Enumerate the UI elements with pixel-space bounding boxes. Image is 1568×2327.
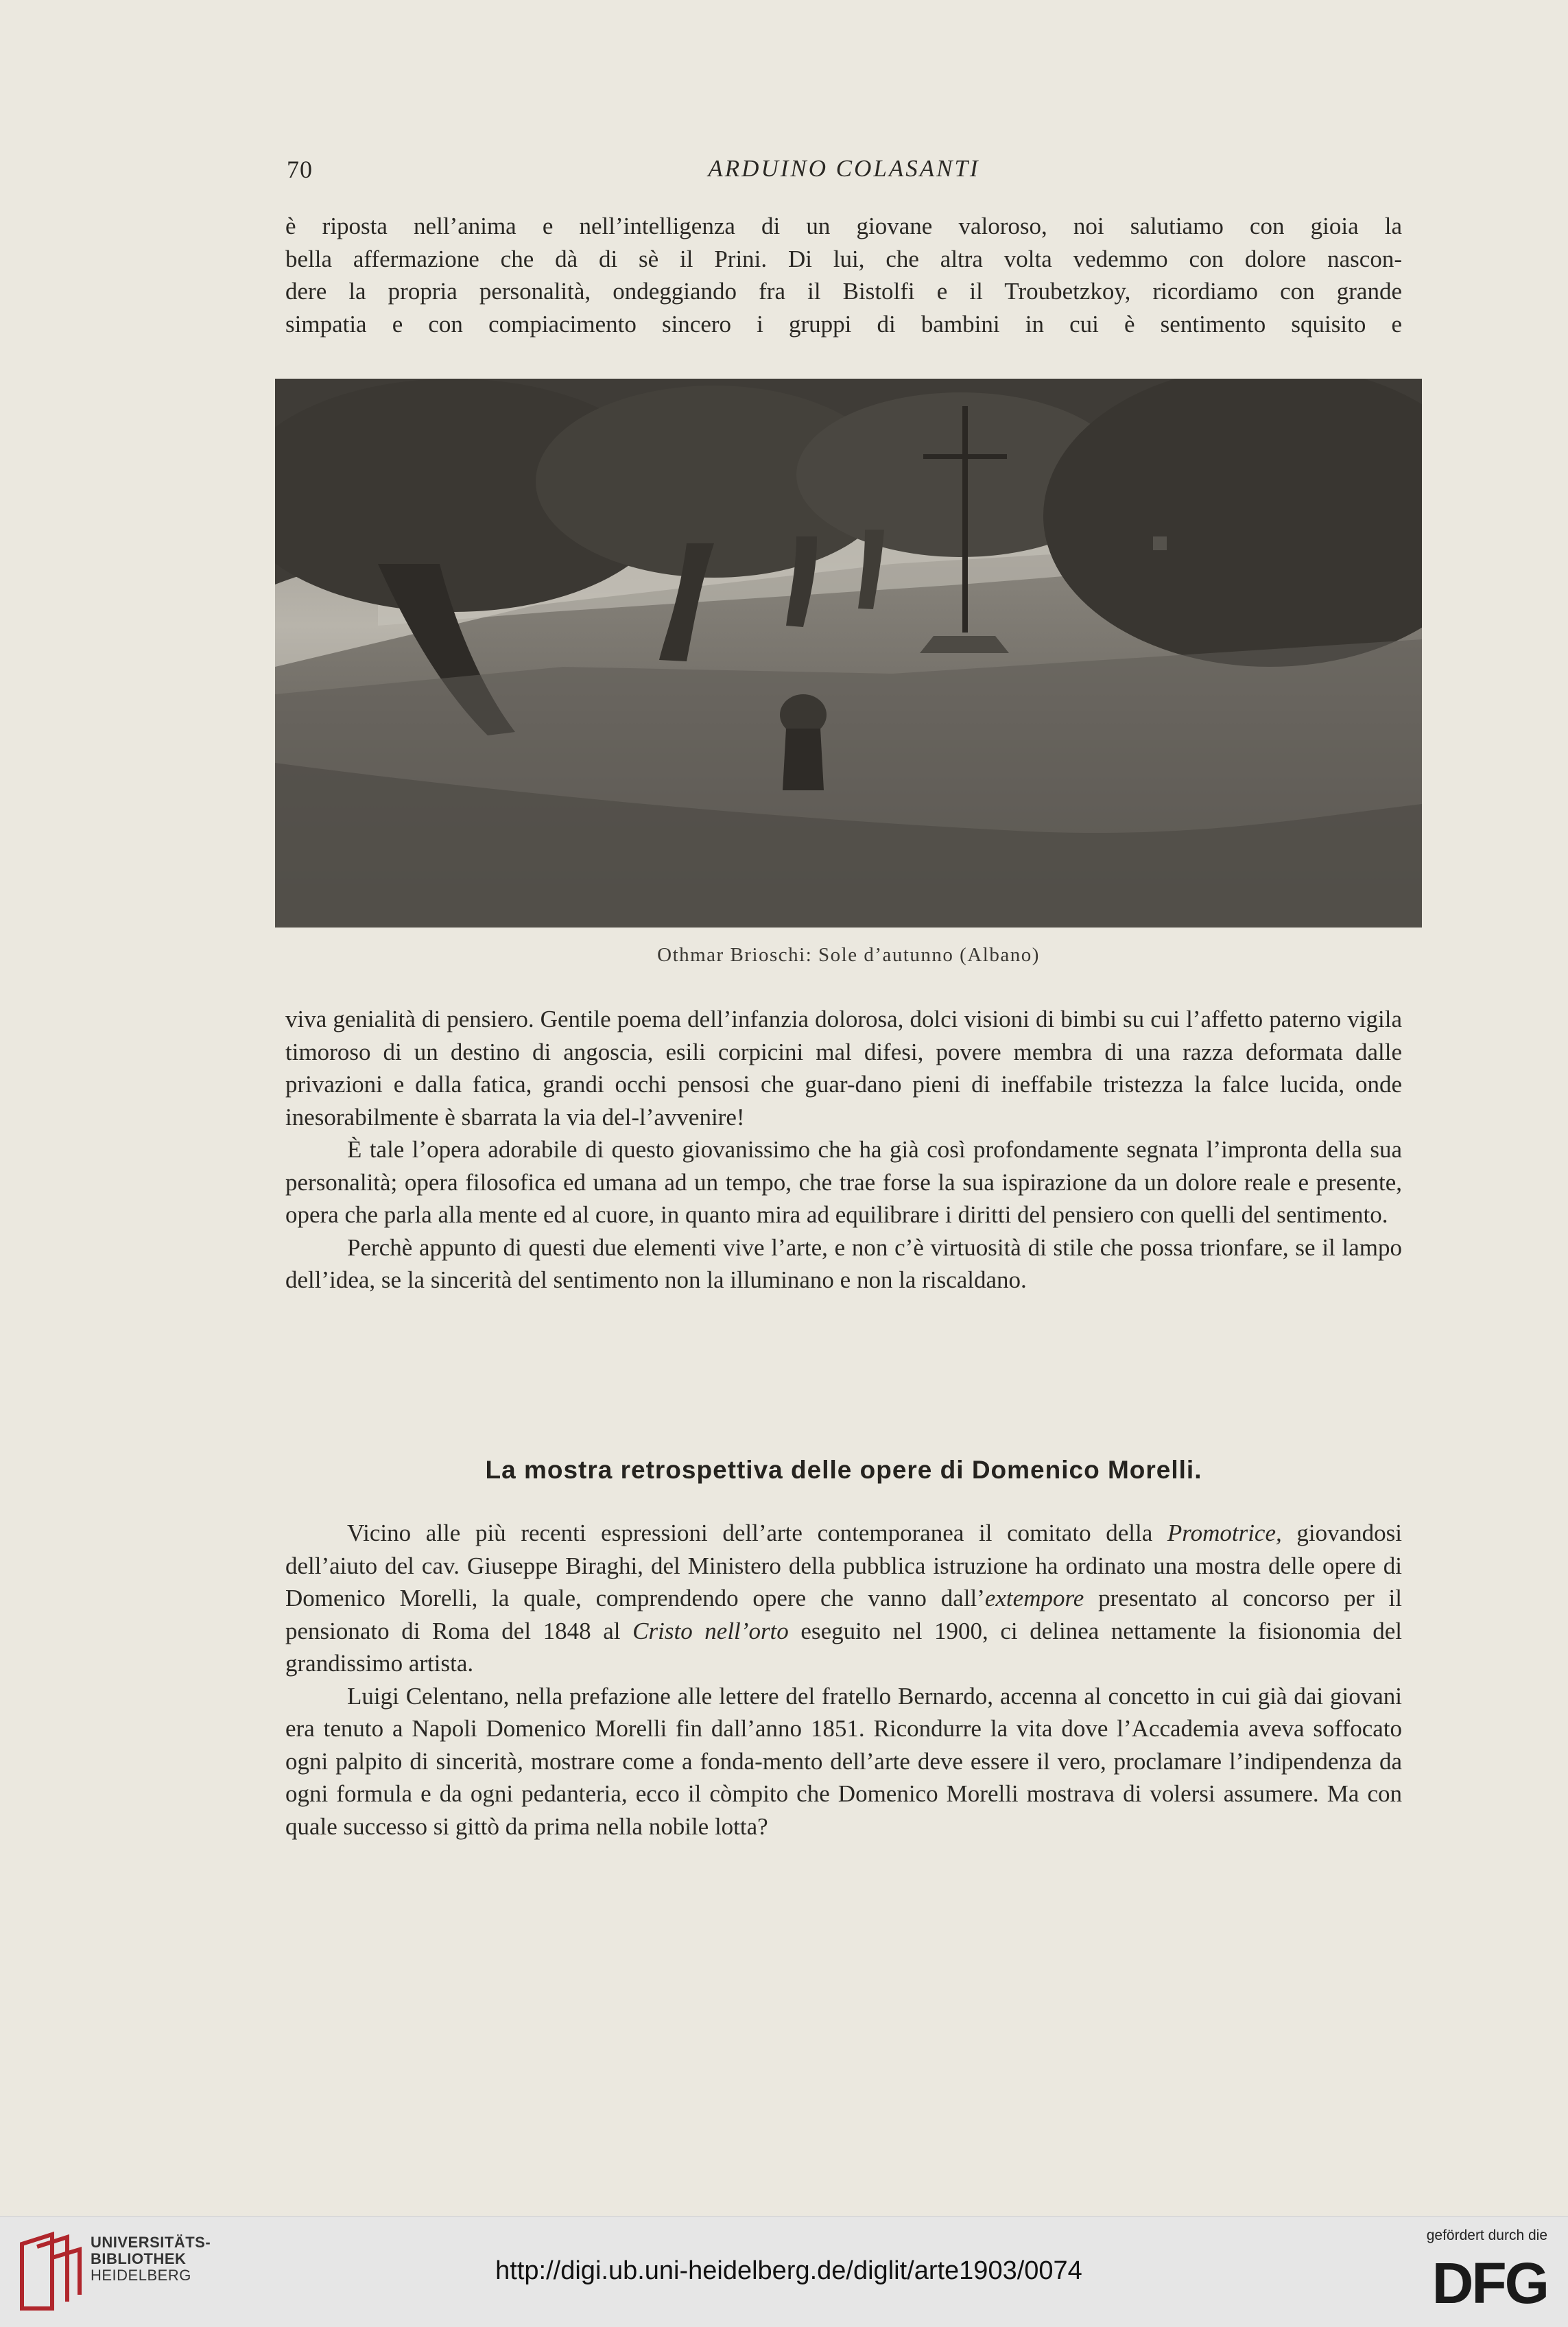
text-run: giovandosi dell’aiuto del cav. Giuseppe Biraghi, del Ministero della pubblica istruzione ha ordinato una mostra delle opere di Domenico Morelli, la quale, comprendendo opere che vanno dall’ xyxy=(285,1520,1402,1611)
paragraph: È tale l’opera adorabile di questo giovanissimo che ha già così profondamente segnata l’impronta della sua personalità; opera filosofica ed umana ad un tempo, che trae forse la sua ispirazione da un dolore reale e presente, opera che parla alla mente ed al cuore, in quanto mira ad equilibrare i diritti del pensiero con quelli del sentimento. xyxy=(285,1136,1402,1228)
dfg-logo: DFG xyxy=(1432,2251,1547,2315)
section-heading: La mostra retrospettiva delle opere di Domenico Morelli. xyxy=(485,1456,1202,1484)
italic-term: extempore xyxy=(984,1585,1084,1611)
university-library-logo-icon xyxy=(16,2230,82,2313)
running-head xyxy=(287,155,1401,196)
library-name-line: HEIDELBERG xyxy=(91,2267,191,2284)
body-paragraphs xyxy=(285,1003,1402,1297)
library-name xyxy=(91,2234,211,2284)
text-run: presentato al concorso per il pensionato di Roma del 1848 al xyxy=(285,1585,1403,1644)
text-line: dere la propria personalità, ondeggiando fra il Bistolfi e il Troubetzkoy, ricordiamo con grande xyxy=(285,278,1402,305)
landscape-illustration xyxy=(275,379,1422,928)
page-number: 70 xyxy=(287,156,313,183)
text-run: Vicino alle più recenti espressioni dell’arte contemporanea il comitato della xyxy=(347,1520,1167,1546)
italic-title: Cristo nell’orto xyxy=(632,1617,789,1644)
paragraph: Perchè appunto di questi due elementi vive l’arte, e non c’è virtuosità di stile che possa trionfare, se il lampo dell’idea, se la sincerità del sentimento non la illuminano e non la riscaldano. xyxy=(285,1233,1402,1293)
intro-paragraph xyxy=(285,210,1402,340)
italic-title: Promotrice, xyxy=(1167,1520,1282,1546)
library-name-line: BIBLIOTHEK xyxy=(91,2250,187,2267)
landscape-photo xyxy=(275,379,1422,928)
text-line: simpatia e con compiacimento sincero i gruppi di bambini in cui è sentimento squisito e xyxy=(285,310,1402,338)
section-body xyxy=(285,1517,1402,1843)
viewer-footer xyxy=(0,2216,1568,2327)
funding-caption: gefördert durch die xyxy=(1426,2228,1547,2243)
running-title: ARDUINO COLASANTI xyxy=(708,155,980,182)
text-line: bella affermazione che dà di sè il Prini. Di lui, che altra volta vedemmo con dolore nascon- xyxy=(285,245,1402,272)
figure-caption: Othmar Brioschi: Sole d’autunno (Albano) xyxy=(657,944,1040,966)
paragraph xyxy=(285,1517,1402,1680)
text-run: eseguito nel 1900, ci delinea nettamente la fisionomia del grandissimo artista. xyxy=(285,1617,1403,1677)
library-name-line: UNIVERSITÄTS- xyxy=(91,2234,211,2251)
paragraph: Luigi Celentano, nella prefazione alle lettere del fratello Bernardo, accenna al concetto in cui già dai giovani era tenuto a Napoli Domenico Morelli fin dall’anno 1851. Ricondurre la vita dove l’Accademia aveva soffocato ogni palpito di sincerità, mostrare come a fonda-mento dell’arte deve essere il vero, proclamare l’indipendenza da ogni formula e da ogni pedanteria, ecco il còmpito che Domenico Morelli mostrava di volersi assumere. Ma con quale successo si gittò da prima nella nobile lotta? xyxy=(285,1682,1402,1840)
text-line: è riposta nell’anima e nell’intelligenza di un giovane valoroso, noi salutiamo con gioia la xyxy=(285,213,1402,239)
permalink-url[interactable]: http://digi.ub.uni-heidelberg.de/diglit/arte1903/0074 xyxy=(495,2256,1082,2285)
funding-notice xyxy=(1390,2228,1547,2317)
paragraph: viva genialità di pensiero. Gentile poema dell’infanzia dolorosa, dolci visioni di bimbi su cui l’affetto paterno vigila timoroso di un destino di angoscia, esili corpicini mal difesi, povere membra di una razza deformata dalle privazioni e dalla fatica, grandi occhi pensosi che guar-dano pieni di ineffabile tristezza la falce lucida, onde inesorabilmente è sbarrata la via del-l’avvenire! xyxy=(285,1006,1402,1131)
